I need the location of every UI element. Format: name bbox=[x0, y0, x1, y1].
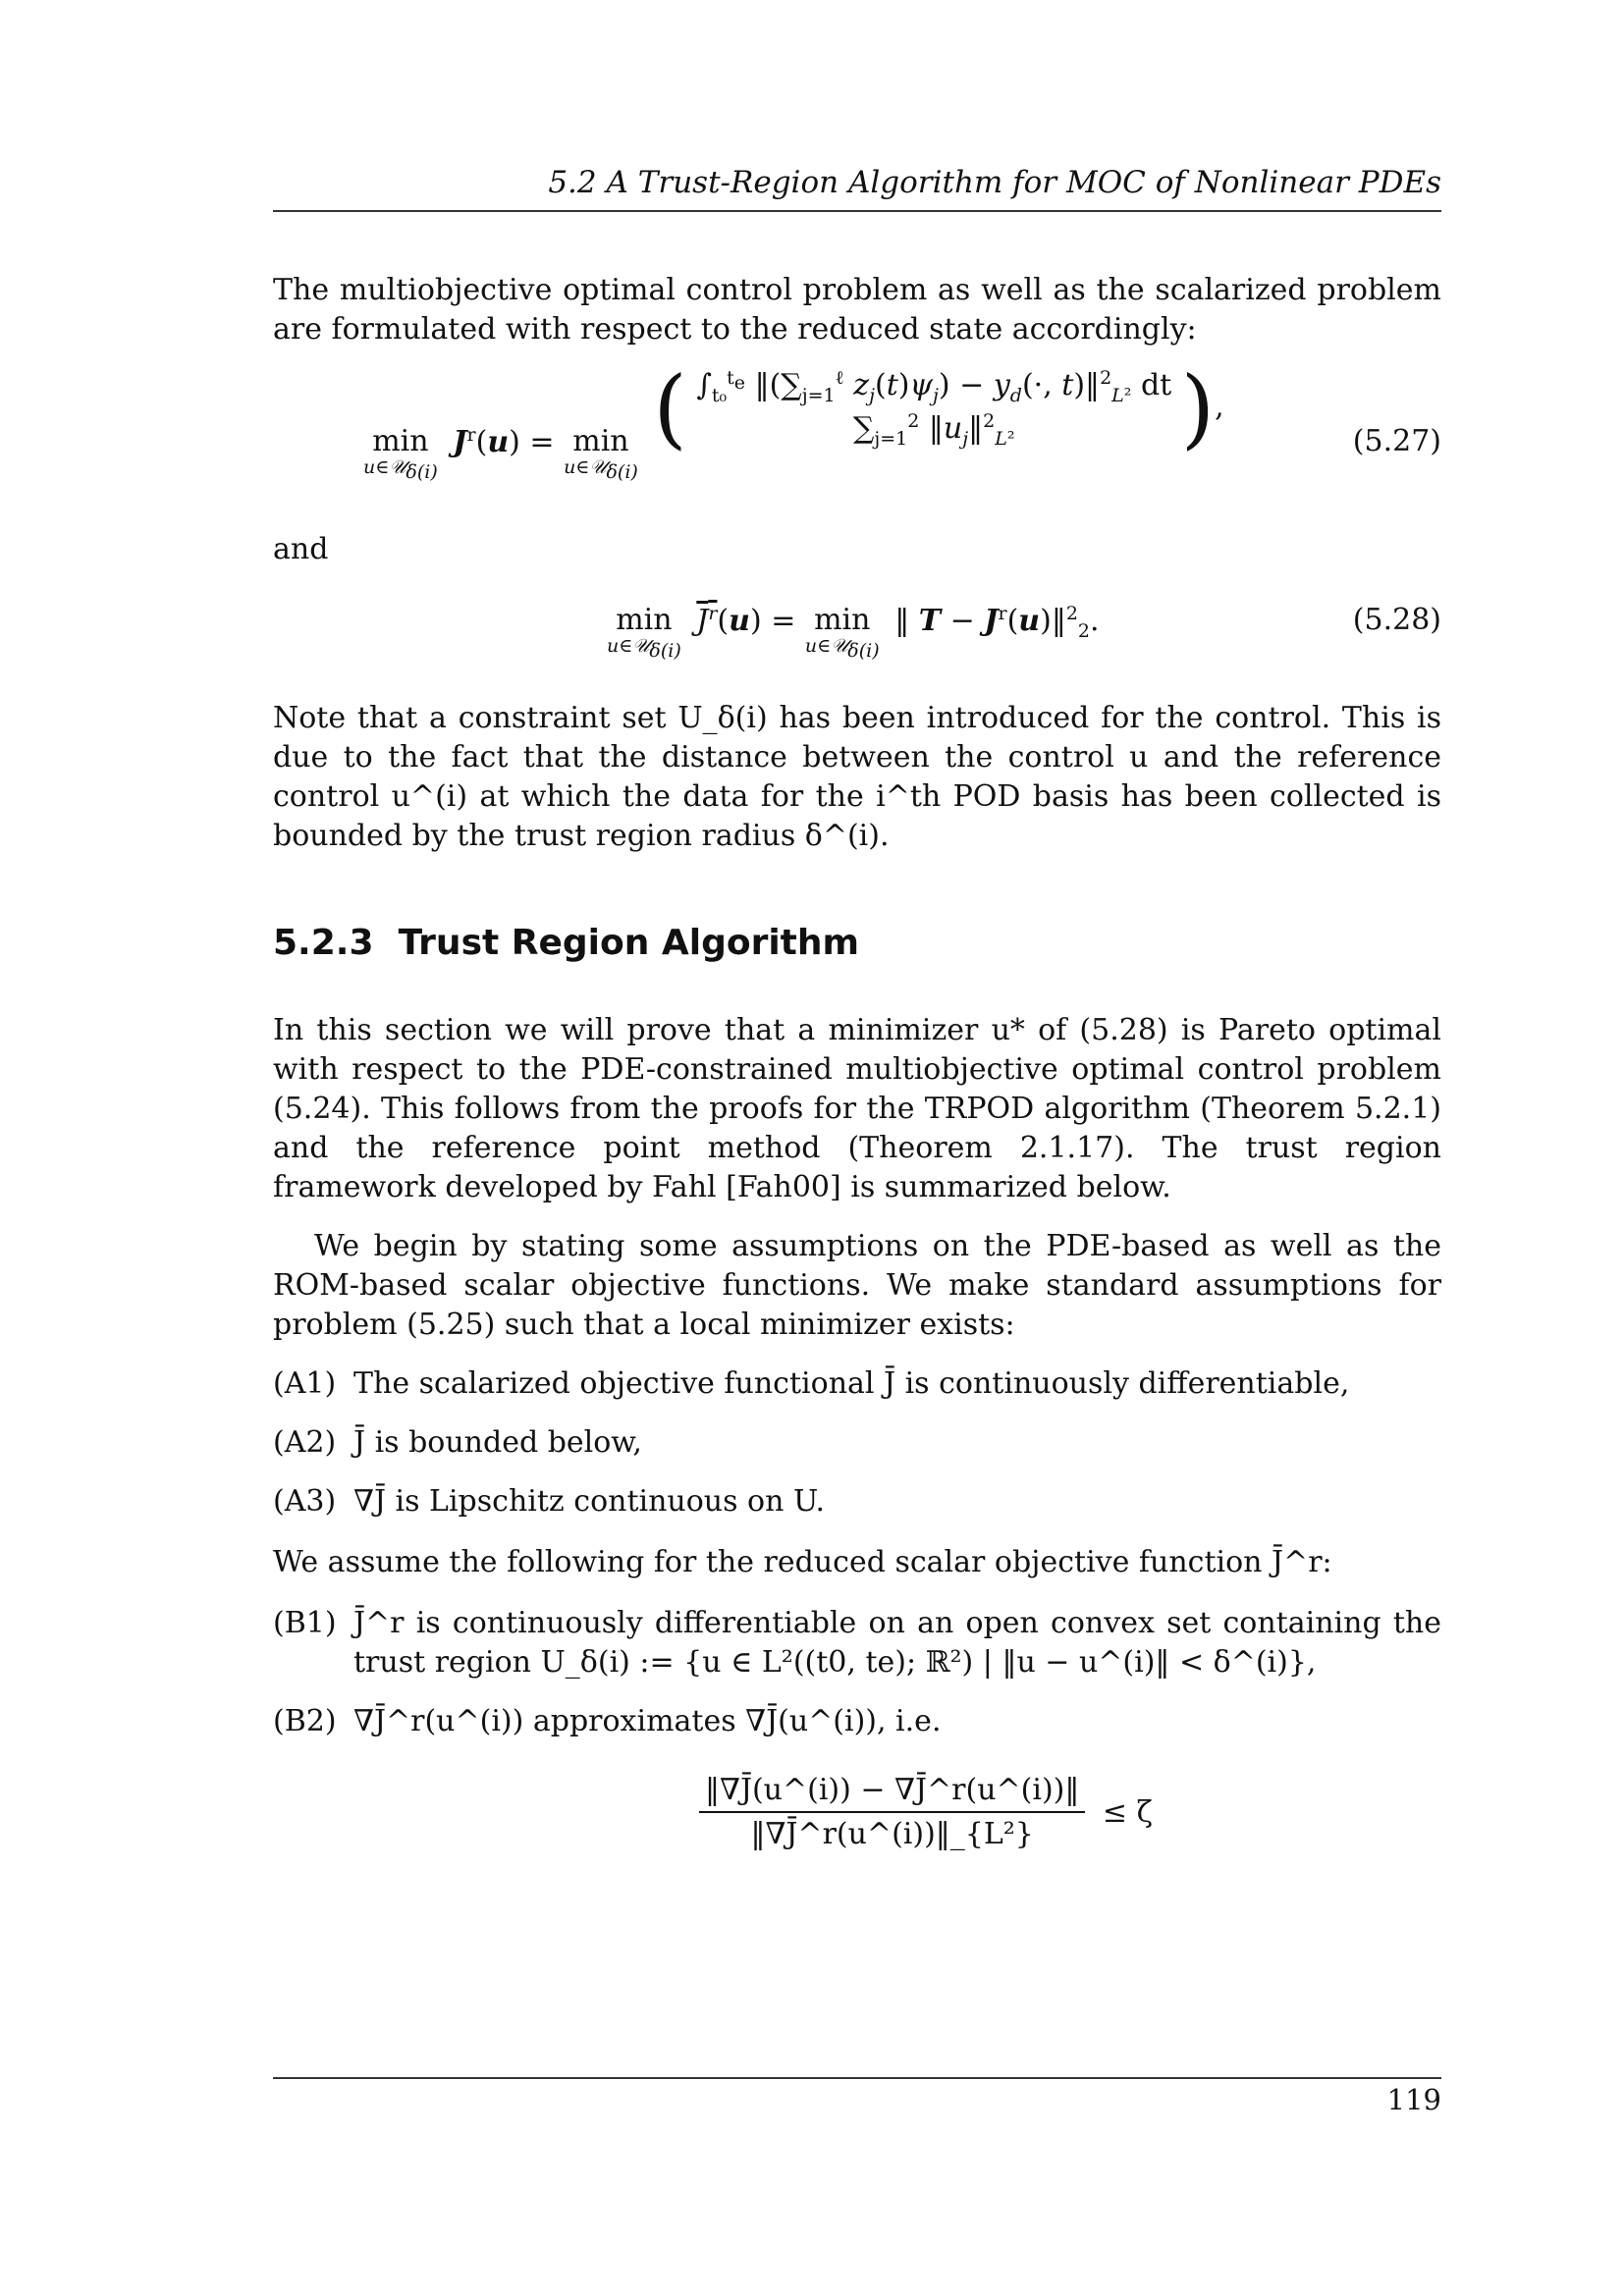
page-number: 119 bbox=[1386, 2083, 1441, 2116]
eq-528-number: (5.28) bbox=[1352, 603, 1441, 637]
assumption-b1: (B1) J̄^r is continuously differentiable on an open convex set containing the trust region U_δ(i) := {u ∈ L²((t0, te); ℝ²) | ‖u − u^(i)‖ < δ^(i)}, bbox=[273, 1606, 1441, 1680]
eq-527-bottom-entry: $\sum_{j=1}^2$ $‖u_j‖^2_{L^2}$ bbox=[852, 410, 1015, 450]
equation-5-27: min u∈𝒰$_{\delta(i)}$ $J^r(u) = \min$ u∈𝒰$_{\delta(i)}$ ( $\int_{t_0}^{t_e}$ $‖(\sum_{j=1}^\ell$ $z_j(t)\psi_j) - y_d(\cdot$, t)‖$^2_{L^2}$ dt $\sum_{j=1}^2$ $‖u_j‖^2_{L^2}$ ), bbox=[363, 357, 1224, 483]
note-paragraph: Note that a constraint set U_δ(i) has been introduced for the control. This is due to the fact that the distance between the control u and the reference control u^(i) at which the data for the i^th POD basis has been collected is bounded by the trust region radius δ^(i). bbox=[273, 701, 1441, 853]
eq-b2-numerator: ‖∇J̄(u^(i)) − ∇J̄^r(u^(i))‖ bbox=[705, 1773, 1080, 1807]
assumption-a1: (A1) The scalarized objective functional J̄ is continuously differentiable, bbox=[273, 1366, 1350, 1401]
eq-527-top-entry: $\int_{t_0}^{t_e}$ $‖(\sum_{j=1}^\ell$ $z_j(t)\psi_j) - y_d(\cdot$, t)‖$^2_{L^2}$ dt bbox=[696, 367, 1172, 406]
equation-b2 bbox=[699, 1773, 1153, 1851]
intro-paragraph: The multiobjective optimal control problem as well as the scalarized problem are formulated with respect to the reduced state accordingly: bbox=[273, 273, 1441, 347]
assumption-a2: (A2) J̄ is bounded below, bbox=[273, 1425, 642, 1460]
equation-5-28: min u∈𝒰$_{\delta(i)}$ $J^r(u) = \min$ u∈𝒰$_{\delta(i)}$ ‖ $T - J^r(u)‖^2_2$. bbox=[607, 603, 1100, 662]
section-paragraph-2: We begin by stating some assumptions on the PDE-based as well as the ROM-based scalar objective functions. We make standard assumptions for problem (5.25) such that a local minimizer exists: bbox=[273, 1229, 1441, 1342]
section-title: Trust Region Algorithm bbox=[398, 923, 860, 963]
eq-b2-rhs: ≤ ζ bbox=[1102, 1794, 1153, 1830]
footer-rule bbox=[273, 2077, 1441, 2079]
section-heading bbox=[273, 923, 859, 963]
header-rule bbox=[273, 210, 1441, 212]
running-header: 5.2 A Trust-Region Algorithm for MOC of Nonlinear PDEs bbox=[548, 165, 1441, 200]
eq-527-number: (5.27) bbox=[1352, 424, 1441, 458]
assumption-a3: (A3) ∇J̄ is Lipschitz continuous on U. bbox=[273, 1484, 826, 1519]
and-text: and bbox=[273, 532, 329, 566]
eq-527-lhs: min u∈𝒰$_{\delta(i)}$ bbox=[363, 424, 438, 483]
eq-b2-denominator: ‖∇J̄^r(u^(i))‖_{L²} bbox=[699, 1811, 1085, 1851]
assumption-b2: (B2) ∇J̄^r(u^(i)) approximates ∇J̄(u^(i)), i.e. bbox=[273, 1704, 942, 1738]
section-number: 5.2.3 bbox=[273, 923, 374, 963]
section-paragraph-1: In this section we will prove that a minimizer u* of (5.28) is Pareto optimal with respect to the PDE-constrained multiobjective optimal control problem (5.24). This follows from the proofs for the TRPOD algorithm (Theorem 5.2.1) and the reference point method (Theorem 2.1.17). The trust region framework developed by Fahl [Fah00] is summarized below. bbox=[273, 1013, 1441, 1204]
assume-b-intro: We assume the following for the reduced scalar objective function J̄^r: bbox=[273, 1545, 1332, 1579]
